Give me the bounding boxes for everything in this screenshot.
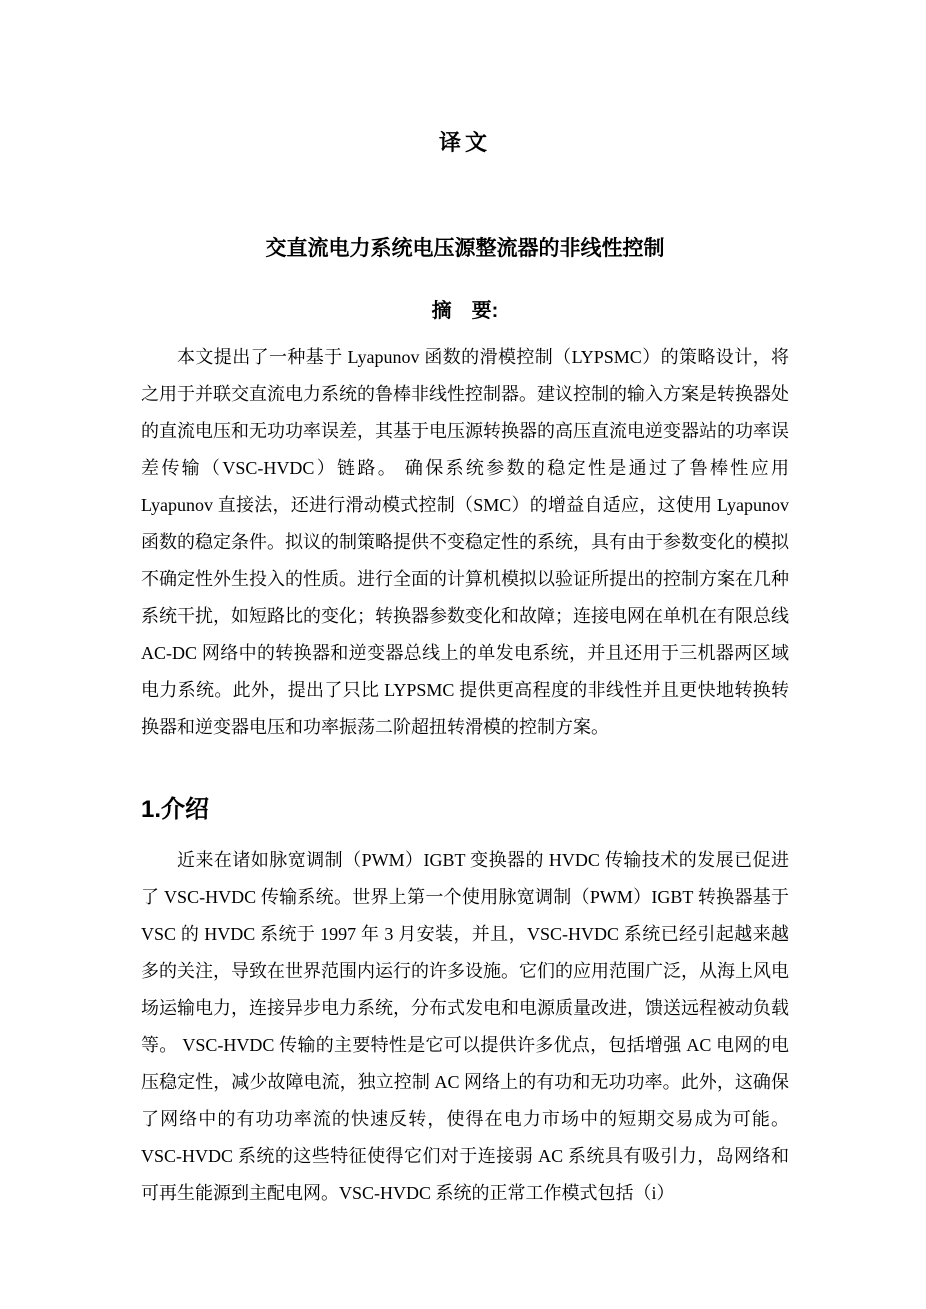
document-title: 交直流电力系统电压源整流器的非线性控制 [265,237,665,261]
section-1-heading: 1.介绍 [141,795,210,823]
section-1-paragraph: 近来在诸如脉宽调制（PWM）IGBT 变换器的 HVDC 传输技术的发展已促进了 VSC-HVDC 传输系统。世界上第一个使用脉宽调制（PWM）IGBT 转换器基于 VSC 的 HVDC 系统于 1997 年 3 月安装，并且，VSC-HVDC 系统已经引起越来越多的关注，导致在世界范围内运行的许多设施。它们的应用范围广泛，从海上风电场运输电力，连接异步电力系统，分布式发电和电源质量改进，馈送远程被动负载等。 VSC-HVDC 传输的主要特性是它可以提供许多优点，包括增强 AC 电网的电压稳定性，减少故障电流，独立控制 AC 网络上的有功和无功功率。此外，这确保了网络中的有功功率流的快速反转，使得在电力市场中的短期交易成为可能。 VSC-HVDC 系统的这些特征使得它们对于连接弱 AC 系统具有吸引力，岛网络和可再生能源到主配电网。VSC-HVDC 系统的正常工作模式包括（i） [141,850,789,1204]
abstract-heading: 摘 要: [431,299,499,322]
abstract-paragraph: 本文提出了一种基于 Lyapunov 函数的滑模控制（LYPSMC）的策略设计，将之用于并联交直流电力系统的鲁棒非线性控制器。建议控制的输入方案是转换器处的直流电压和无功功率误差，其基于电压源转换器的高压直流电逆变器站的功率误差传输（VSC-HVDC）链路。 确保系统参数的稳定性是通过了鲁棒性应用 Lyapunov 直接法，还进行滑动模式控制（SMC）的增益自适应，这使用 Lyapunov 函数的稳定条件。拟议的制策略提供不变稳定性的系统，具有由于参数变化的模拟不确定性外生投入的性质。进行全面的计算机模拟以验证所提出的控制方案在几种系统干扰，如短路比的变化；转换器参数变化和故障；连接电网在单机在有限总线 AC-DC 网络中的转换器和逆变器总线上的单发电系统，并且还用于三机器两区域电力系统。此外，提出了只比 LYPSMC 提供更高程度的非线性并且更快地转换转换器和逆变器电压和功率振荡二阶超扭转滑模的控制方案。 [141,346,789,737]
translation-label: 译文 [438,130,491,155]
